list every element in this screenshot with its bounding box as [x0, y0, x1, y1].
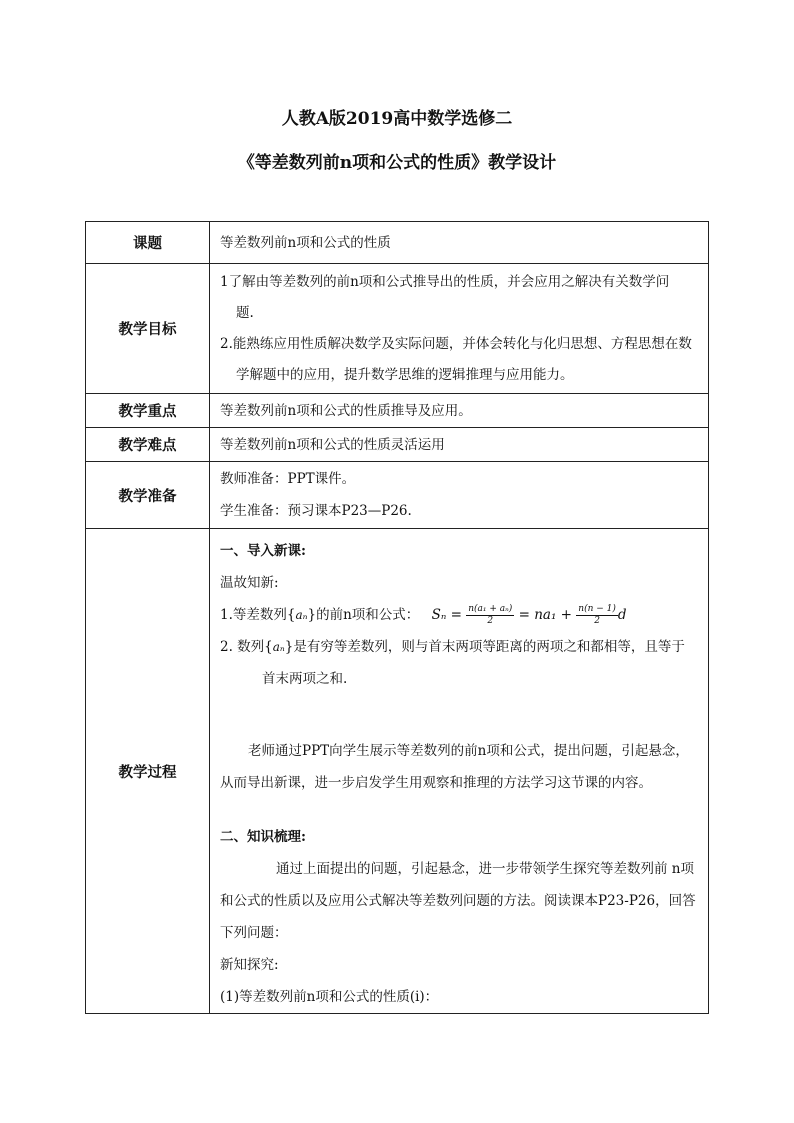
formula-fraction-1: [466, 604, 514, 627]
goal-1-line-2: 题.: [236, 304, 254, 321]
paragraph-2-line-2: 和公式的性质以及应用公式解决等差数列问题的方法。阅读课本P23-P26，回答: [220, 893, 696, 909]
review-2-sequence: aₙ: [272, 640, 285, 654]
fraction-1-numerator: n(a₁ + aₙ): [468, 604, 513, 614]
goals-label: 教学目标: [86, 264, 210, 394]
goal-2-line-1: 2.能熟练应用性质解决数学及实际问题，并体会转化与化归思想、方程思想在数: [220, 335, 692, 352]
fraction-2-denominator: 2: [594, 616, 600, 626]
row-difficulties: [86, 428, 709, 462]
row-process: [86, 529, 709, 1014]
preparation-value: [210, 462, 709, 529]
teacher-preparation: 教师准备：PPT课件。: [220, 471, 356, 487]
row-preparation: [86, 462, 709, 529]
document-subtitle: 《等差数列前n项和公式的性质》教学设计: [237, 153, 557, 173]
key-points-label: 教学重点: [86, 394, 210, 428]
review-item-1: [220, 599, 699, 631]
spacer: [220, 695, 699, 735]
fraction-2-numerator: n(n − 1): [578, 604, 616, 614]
preparation-label: 教学准备: [86, 462, 210, 529]
section-1-heading: 一、导入新课:: [220, 543, 306, 559]
formula-lhs: Sₙ =: [431, 607, 462, 623]
row-goals: [86, 264, 709, 394]
goals-value: [210, 264, 709, 394]
goal-2-line-2: 学解题中的应用，提升数学思维的逻辑推理与应用能力。: [236, 366, 574, 383]
course-value: 等差数列前n项和公式的性质: [210, 222, 709, 264]
process-value: [210, 529, 709, 1014]
paragraph-1-line-2: 从而导出新课，进一步启发学生用观察和推理的方法学习这节课的内容。: [220, 775, 652, 791]
sum-formula: [431, 604, 627, 626]
key-points-value: 等差数列前n项和公式的性质推导及应用。: [210, 394, 709, 428]
difficulties-value: 等差数列前n项和公式的性质灵活运用: [210, 428, 709, 462]
formula-equals: =: [518, 607, 530, 623]
review-2-line-1: }是有穷等差数列，则与首末两项等距离的两项之和都相等，且等于: [284, 639, 685, 655]
formula-term-1: na₁ +: [534, 607, 572, 623]
student-preparation: 学生准备：预习课本P23—P26.: [220, 503, 412, 519]
section-2-heading: 二、知识梳理:: [220, 829, 306, 845]
review-2-prefix: 2. 数列{: [220, 639, 273, 655]
review-item-2: [220, 631, 699, 663]
review-2-line-2: 首末两项之和.: [262, 671, 348, 687]
explore-label: 新知探究:: [220, 957, 279, 973]
document-title: 人教A版2019高中数学选修二: [281, 109, 513, 129]
paragraph-2-line-3: 下列问题：: [220, 925, 288, 941]
formula-d: d: [617, 607, 627, 623]
fraction-1-denominator: 2: [487, 616, 494, 626]
spacer: [220, 799, 699, 821]
review-1-mid: }的前n项和公式：: [307, 607, 420, 623]
goal-1-line-1: 1了解由等差数列的前n项和公式推导出的性质，并会应用之解决有关数学问: [220, 273, 670, 290]
review-label: 温故知新:: [220, 575, 279, 591]
review-1-sequence: aₙ: [295, 608, 308, 622]
formula-fraction-2: [576, 604, 618, 627]
property-1: (1)等差数列前n项和公式的性质(i)：: [220, 989, 439, 1005]
paragraph-2-line-1: 通过上面提出的问题，引起悬念，进一步带领学生探究等差数列前 n项: [276, 861, 694, 877]
course-label: 课题: [86, 222, 210, 264]
process-label: 教学过程: [86, 529, 210, 1014]
row-key-points: [86, 394, 709, 428]
lesson-plan-table: [85, 221, 709, 1014]
paragraph-1-line-1: 老师通过PPT向学生展示等差数列的前n项和公式，提出问题，引起悬念，: [248, 743, 689, 759]
difficulties-label: 教学难点: [86, 428, 210, 462]
review-1-prefix: 1.等差数列{: [220, 607, 296, 623]
row-course: [86, 222, 709, 264]
